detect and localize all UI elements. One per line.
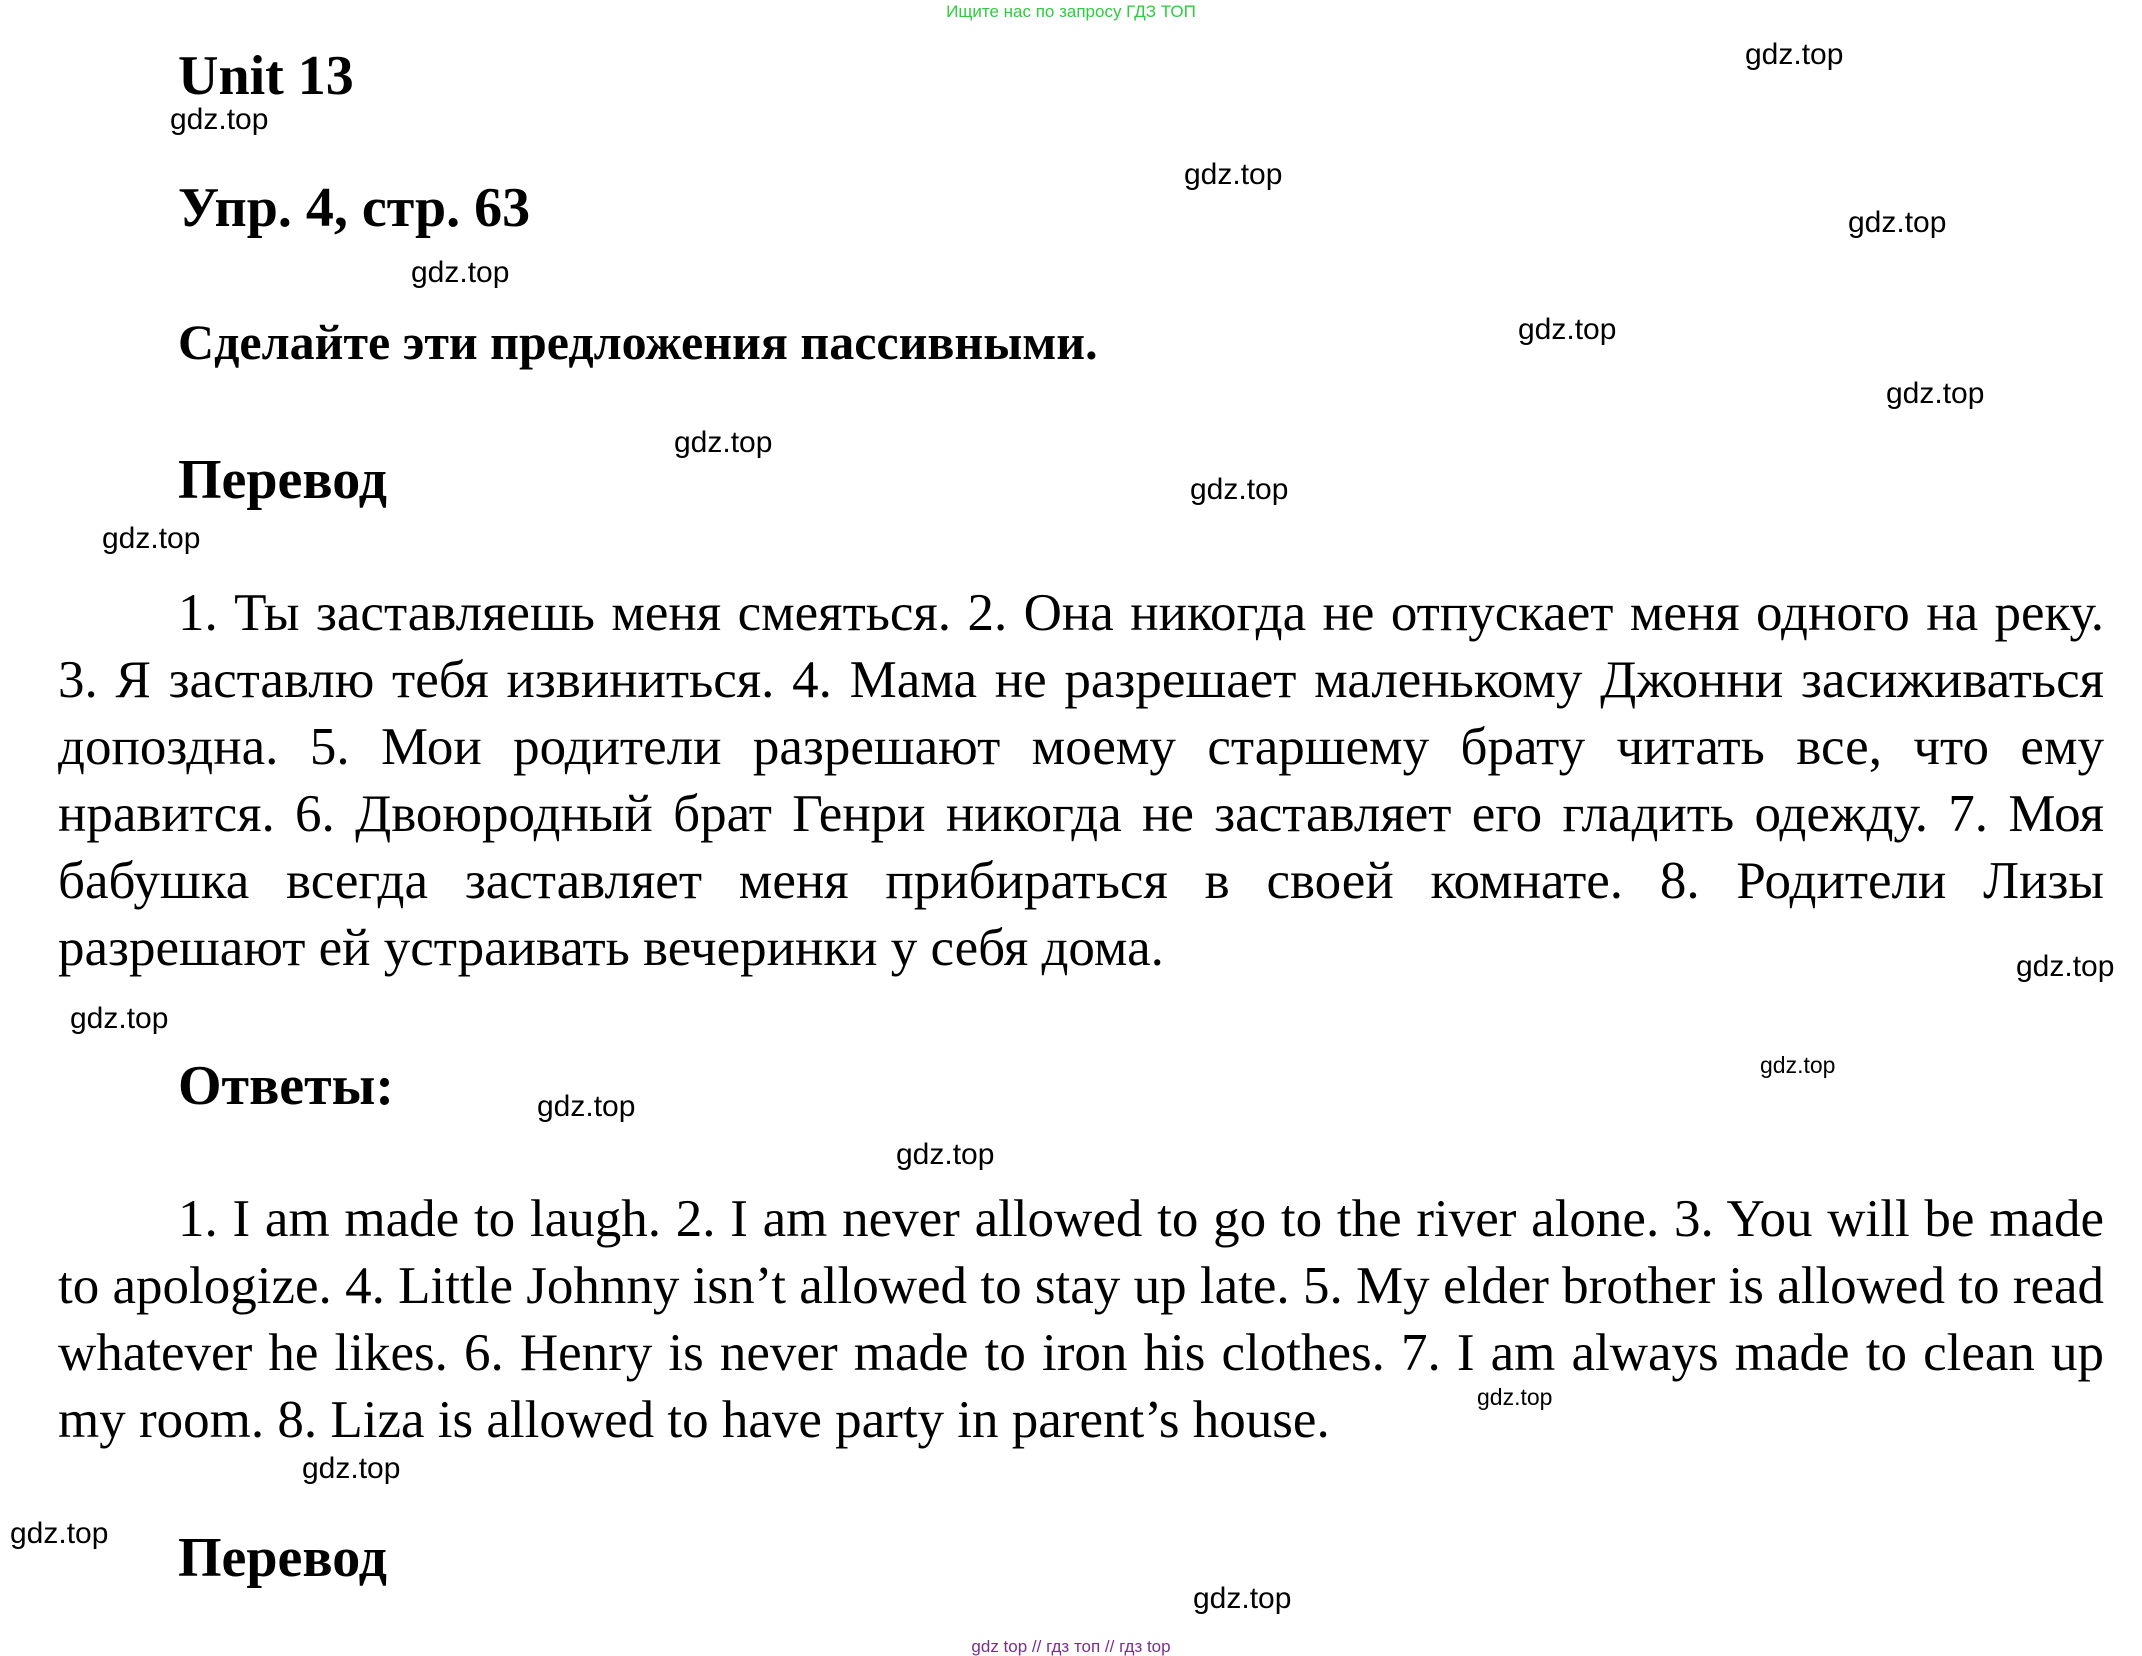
watermark: gdz.top	[170, 103, 269, 136]
watermark: gdz.top	[411, 256, 510, 289]
watermark: gdz.top	[70, 1002, 169, 1035]
watermark: gdz.top	[2016, 950, 2115, 983]
watermark: gdz.top	[1518, 313, 1617, 346]
watermark: gdz.top	[102, 522, 201, 555]
unit-title: Unit 13	[178, 45, 354, 107]
answers-paragraph: 1. I am made to laugh. 2. I am never allowed to go to the river alone. 3. You will be made to apologize. 4. Little Johnny isn’t allowed to stay up late. 5. My elder brother is allowed to read whatever he likes. 6. Henry is never made to iron his clothes. 7. I am always made to clean up my room. 8. Liza is allowed to have party in parent’s house.	[58, 1190, 2104, 1449]
watermark: gdz.top	[302, 1452, 401, 1485]
watermark: gdz.top	[1848, 206, 1947, 239]
translation-heading-2: Перевод	[178, 1527, 387, 1589]
answers-heading: Ответы:	[178, 1055, 395, 1117]
watermark: gdz.top	[537, 1090, 636, 1123]
watermark: gdz.top	[1477, 1384, 1553, 1410]
watermark: gdz.top	[1745, 38, 1844, 71]
exercise-title: Упр. 4, стр. 63	[178, 177, 531, 239]
translation-paragraph: 1. Ты заставляешь меня смеяться. 2. Она никогда не отпускает меня одного на реку. 3. Я заставлю тебя извиниться. 4. Мама не разрешает маленькому Джонни засиживаться допоздна. 5. Мои родители разрешают моему старшему брату читать все, что ему нравится. 6. Двоюродный брат Генри никогда не заставляет его гладить одежду. 7. Моя бабушка всегда заставляет меня прибираться в своей комнате. 8. Родители Лизы разрешают ей устраивать вечеринки у себя дома.	[58, 584, 2104, 977]
watermark: gdz.top	[896, 1138, 995, 1171]
task-instruction: Сделайте эти предложения пассивными.	[178, 314, 1098, 370]
watermark: gdz.top	[1193, 1582, 1292, 1615]
watermark: gdz.top	[1760, 1052, 1836, 1078]
watermark: gdz.top	[1190, 473, 1289, 506]
watermark: gdz.top	[10, 1517, 109, 1550]
footer-watermark: gdz top // гдз топ // гдз top	[971, 1637, 1171, 1656]
watermark: gdz.top	[674, 426, 773, 459]
watermark: gdz.top	[1886, 377, 1985, 410]
watermark: gdz.top	[1184, 158, 1283, 191]
translation-heading: Перевод	[178, 449, 387, 511]
top-search-note: Ищите нас по запросу ГДЗ ТОП	[946, 2, 1196, 21]
